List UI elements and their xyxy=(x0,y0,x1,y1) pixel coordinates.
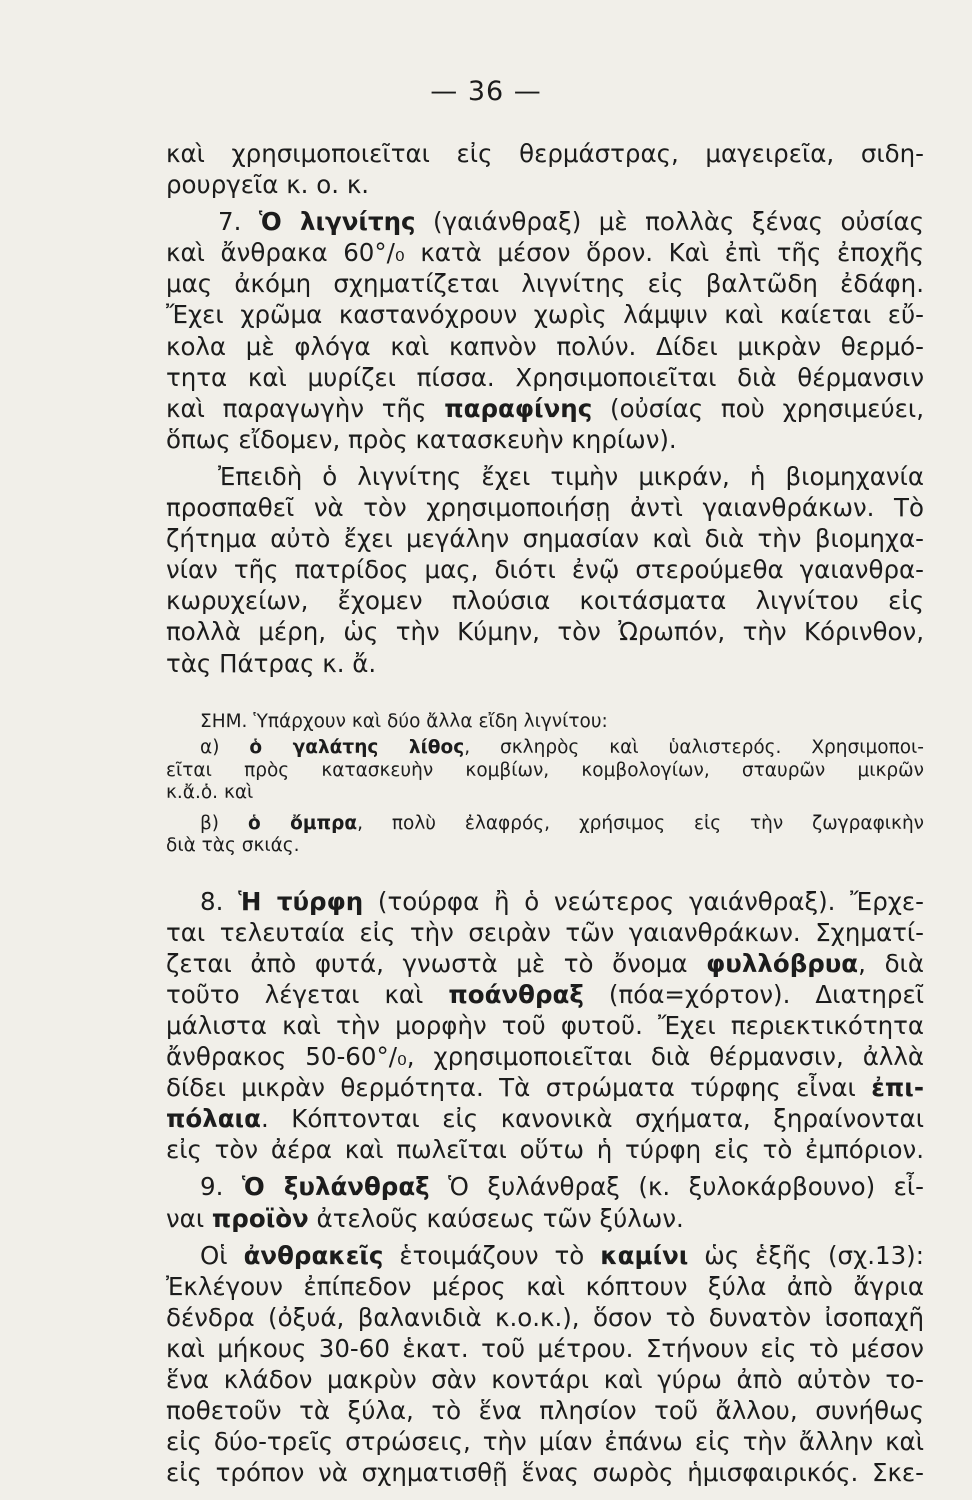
text-line: ἄνθρακος 50-60°/₀, χρησιμοποιεῖται διὰ θέρμανσιν, ἀλλὰ xyxy=(166,1042,924,1072)
text-line: καὶ ἄνθρακα 60°/₀ κατὰ μέσον ὅρον. Καὶ ἐπὶ τῆς ἐποχῆς xyxy=(166,238,924,268)
bold-term: παραφίνης xyxy=(444,393,593,423)
text-line: ὅπως εἴδομεν, πρὸς κατασκευὴν κηρίων). xyxy=(166,424,677,454)
text-line: εἰς δύο-τρεῖς στρώσεις, τὴν μίαν ἐπάνω εἰς τὴν ἄλλην καὶ xyxy=(166,1427,924,1457)
text-line: Οἱ ἀνθρακεῖς ἑτοιμάζουν τὸ καμίνι ὡς ἑξῆς (σχ.13): xyxy=(200,1240,924,1270)
text-line: ποθετοῦν τὰ ξύλα, τὸ ἕνα πλησίον τοῦ ἄλλου, συνήθως xyxy=(166,1396,924,1426)
bold-term: καμίνι xyxy=(600,1240,689,1270)
bold-term: ὁ ὄμπρα xyxy=(247,812,358,834)
text-line: τοῦτο λέγεται καὶ ποάνθραξ (πόα=χόρτον). Διατηρεῖ xyxy=(166,979,924,1009)
bold-term: προϊὸν xyxy=(211,1203,309,1233)
section-8-peat xyxy=(166,886,924,1166)
bold-term: πόλαια xyxy=(166,1104,261,1134)
text-line: καὶ χρησιμοποιεῖται εἰς θερμάστρας, μαγειρεῖα, σιδη- xyxy=(166,139,924,168)
text-line: εἰς τρόπον νὰ σχηματισθῇ ἕνας σωρὸς ἡμισφαιρικός. Σκε- xyxy=(166,1458,924,1488)
text-line: μας ἀκόμη σχηματίζεται λιγνίτης εἰς βαλτῶδη ἐδάφη. xyxy=(166,269,924,299)
note-line: α) ὁ γαλάτης λίθος, σκληρὸς καὶ ὑαλιστερός. Χρησιμοποι- xyxy=(200,737,924,759)
text-line: καὶ παραγωγὴν τῆς παραφίνης (οὐσίας ποὺ χρησιμεύει, xyxy=(166,393,925,423)
section-heading-line: 8. Ἡ τύρφη (τούρφα ἢ ὁ νεώτερος γαιάνθραξ). Ἔρχε- xyxy=(200,886,924,916)
note-line: διὰ τὰς σκιάς. xyxy=(166,835,300,857)
text-line: τὰς Πάτρας κ. ἄ. xyxy=(166,648,377,678)
text-line: Ἐπειδὴ ὁ λιγνίτης ἔχει τιμὴν μικράν, ἡ βιομηχανία xyxy=(218,461,924,491)
text-line: κολα μὲ φλόγα καὶ καπνὸν πολύν. Δίδει μικρὰν θερμό- xyxy=(166,331,924,361)
bold-term: Ὁ ξυλάνθραξ xyxy=(241,1172,430,1202)
text-line: ναι προϊὸν ἀτελοῦς καύσεως τῶν ξύλων. xyxy=(166,1203,684,1233)
text-line: εἰς τὸν ἀέρα καὶ πωλεῖται οὕτω ἡ τύρφη εἰς τὸ ἐμπόριον. xyxy=(166,1135,924,1165)
text-line: ρουργεῖα κ. ο. κ. xyxy=(166,170,370,200)
section-9-charcoal xyxy=(166,1171,924,1233)
section-heading-line: 9. Ὁ ξυλάνθραξ Ὁ ξυλάνθραξ (κ. ξυλοκάρβουνο) εἶ- xyxy=(200,1172,924,1202)
bold-term: ἐπι- xyxy=(871,1073,924,1103)
text-line: μάλιστα καὶ τὴν μορφὴν τοῦ φυτοῦ. Ἔχει περιεκτικότητα xyxy=(166,1010,924,1040)
text-line: δένδρα (ὀξυά, βαλανιδιὰ κ.ο.κ.), ὅσον τὸ δυνατὸν ἰσοπαχῆ xyxy=(166,1302,924,1332)
text-line: ἕνα κλάδον μακρὺν σὰν κοντάρι καὶ γύρω ἀπὸ αὐτὸν το- xyxy=(166,1365,924,1394)
note-block xyxy=(166,711,924,858)
text-line: καὶ μήκους 30-60 ἑκατ. τοῦ μέτρου. Στήνουν εἰς τὸ μέσον xyxy=(166,1333,924,1363)
text-line: ται τελευταία εἰς τὴν σειρὰν τῶν γαιανθράκων. Σχηματί- xyxy=(166,917,924,947)
text-line: πόλαια. Κόπτονται εἰς κανονικὰ σχήματα, ξηραίνονται xyxy=(166,1104,924,1134)
section-7-lignite xyxy=(166,206,924,455)
text-line: πολλὰ μέρη, ὡς τὴν Κύμην, τὸν Ὠρωπόν, τὴν Κόρινθον, xyxy=(166,617,924,647)
text-line: κωρυχείων, ἔχομεν πλούσια κοιτάσματα λιγνίτου εἰς xyxy=(166,586,924,616)
note-heading: ΣΗΜ. Ὑπάρχουν καὶ δύο ἄλλα εἴδη λιγνίτου: xyxy=(200,710,608,732)
body-text xyxy=(166,138,924,1488)
bold-term: Ἡ τύρφη xyxy=(238,886,364,916)
paragraph-continuation xyxy=(166,138,924,200)
bold-term: Ὁ λιγνίτης xyxy=(258,207,416,237)
text-line: Ἐκλέγουν ἐπίπεδον μέρος καὶ κόπτουν ξύλα ἀπὸ ἄγρια xyxy=(166,1271,924,1301)
note-line: εῖται πρὸς κατασκευὴν κομβίων, κομβολογίων, σταυρῶν μικρῶν xyxy=(166,759,924,781)
text-line: ζήτημα αὐτὸ ἔχει μεγάλην σημασίαν καὶ διὰ τὴν βιομηχα- xyxy=(166,524,924,554)
bold-term: ὁ γαλάτης λίθος xyxy=(249,737,465,759)
text-line: Ἔχει χρῶμα καστανόχρουν χωρὶς λάμψιν καὶ καίεται εὔ- xyxy=(166,300,924,330)
bold-term: ποάνθραξ xyxy=(448,979,584,1009)
bold-term: ἀνθρακεῖς xyxy=(243,1240,384,1270)
text-line: τητα καὶ μυρίζει πίσσα. Χρησιμοποιεῖται διὰ θέρμανσιν xyxy=(166,362,924,392)
text-line: προσπαθεῖ νὰ τὸν χρησιμοποιήσῃ ἀντὶ γαιανθράκων. Τὸ xyxy=(166,493,924,523)
bold-term: φυλλόβρυα xyxy=(706,948,859,978)
text-line: νίαν τῆς πατρίδος μας, διότι ἐνῷ στερούμεθα γαιανθρα- xyxy=(166,555,924,585)
section-heading-line: 7. Ὁ λιγνίτης (γαιάνθραξ) μὲ πολλὰς ξένας οὐσίας xyxy=(218,207,924,237)
note-line: β) ὁ ὄμπρα, πολὺ ἐλαφρός, χρήσιμος εἰς τὴν ζωγραφικὴν xyxy=(200,812,924,834)
paragraph-lignite-industry xyxy=(166,461,924,679)
text-line: δίδει μικρὰν θερμότητα. Τὰ στρώματα τύρφης εἶναι ἐπι- xyxy=(166,1073,924,1103)
paragraph-charcoal-kiln xyxy=(166,1240,924,1489)
note-line: κ.ἄ.ὁ. καὶ xyxy=(166,782,254,804)
text-line: ζεται ἀπὸ φυτά, γνωστὰ μὲ τὸ ὄνομα φυλλόβρυα, διὰ xyxy=(166,948,924,978)
page-number: — 36 — xyxy=(430,76,542,107)
